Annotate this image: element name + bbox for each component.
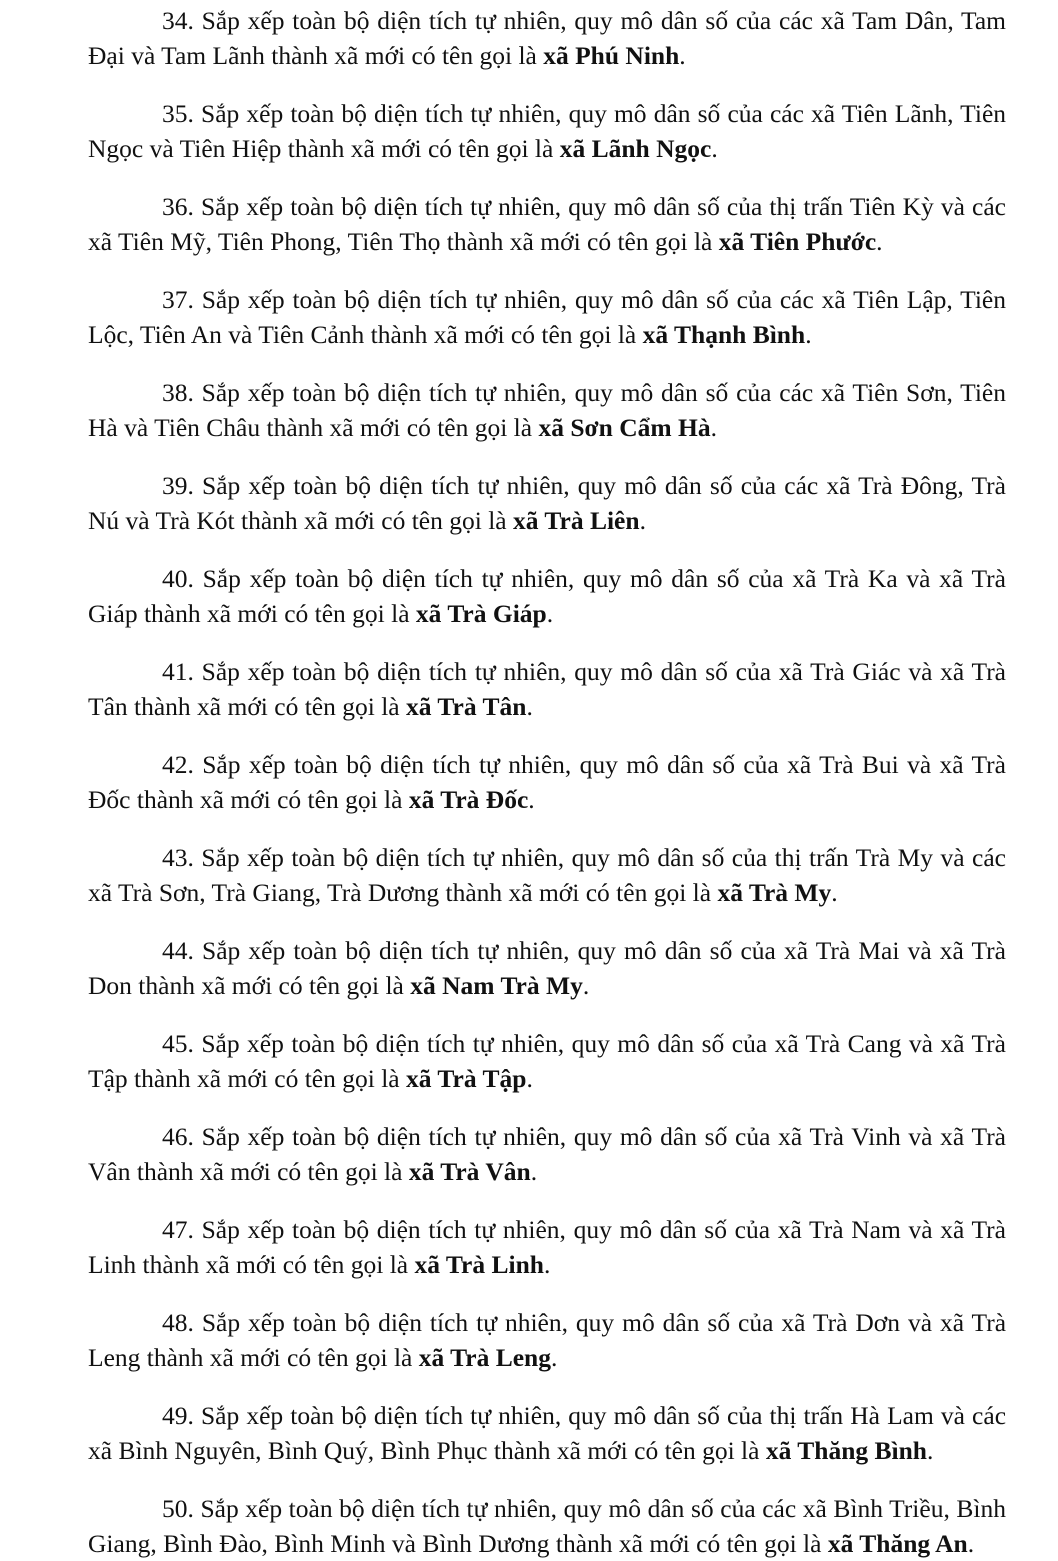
- item-end: .: [967, 1529, 975, 1558]
- article-item-45: [88, 1026, 1006, 1096]
- item-text: Sắp xếp toàn bộ diện tích tự nhiên, quy mô dân số của xã Trà Dơn và xã Trà Leng thành xã mới có tên gọi là: [88, 1308, 1007, 1372]
- item-text: Sắp xếp toàn bộ diện tích tự nhiên, quy mô dân số của các xã Tam Dân, Tam Đại và Tam Lãnh thành xã mới có tên gọi là: [88, 6, 1006, 70]
- item-number: 44.: [162, 936, 194, 965]
- item-end: .: [526, 692, 533, 721]
- item-end: .: [805, 320, 812, 349]
- item-end: .: [528, 785, 535, 814]
- new-commune-name: xã Trà My: [717, 878, 832, 907]
- item-text: Sắp xếp toàn bộ diện tích tự nhiên, quy mô dân số của xã Trà Cang và xã Trà Tập thành xã mới có tên gọi là: [88, 1029, 1006, 1093]
- item-end: .: [526, 1064, 533, 1093]
- new-commune-name: xã Trà Vân: [408, 1157, 531, 1186]
- new-commune-name: xã Trà Tân: [405, 692, 527, 721]
- item-text: Sắp xếp toàn bộ diện tích tự nhiên, quy mô dân số của xã Trà Mai và xã Trà Don thành xã mới có tên gọi là: [88, 936, 1006, 1000]
- item-end: .: [546, 599, 554, 628]
- article-item-43: [88, 840, 1006, 910]
- new-commune-name: xã Nam Trà My: [410, 971, 583, 1000]
- item-text: Sắp xếp toàn bộ diện tích tự nhiên, quy mô dân số của xã Trà Giác và xã Trà Tân thành xã mới có tên gọi là: [88, 657, 1007, 721]
- item-end: .: [582, 971, 590, 1000]
- item-end: .: [639, 506, 646, 535]
- article-item-47: [88, 1212, 1006, 1282]
- new-commune-name: xã Trà Đốc: [408, 785, 529, 814]
- item-number: 36.: [162, 192, 194, 221]
- item-end: .: [711, 134, 718, 163]
- item-text: Sắp xếp toàn bộ diện tích tự nhiên, quy mô dân số của các xã Trà Đông, Trà Nú và Trà Kót thành xã mới có tên gọi là: [88, 471, 1006, 535]
- item-end: .: [550, 1343, 558, 1372]
- item-number: 40.: [162, 564, 194, 593]
- item-number: 42.: [162, 750, 194, 779]
- article-item-42: [88, 747, 1006, 817]
- item-end: .: [710, 413, 717, 442]
- new-commune-name: xã Tiên Phước: [718, 227, 877, 256]
- article-item-36: [88, 189, 1006, 259]
- article-item-50: [88, 1491, 1006, 1561]
- article-item-35: [88, 96, 1006, 166]
- item-end: .: [530, 1157, 538, 1186]
- item-number: 43.: [162, 843, 194, 872]
- new-commune-name: xã Trà Liên: [512, 506, 640, 535]
- article-item-34: [88, 3, 1006, 73]
- article-item-39: [88, 468, 1006, 538]
- item-text: Sắp xếp toàn bộ diện tích tự nhiên, quy mô dân số của các xã Bình Triều, Bình Giang, Bình Đào, Bình Minh và Bình Dương thành xã mới có tên gọi là: [88, 1494, 1006, 1558]
- item-text: Sắp xếp toàn bộ diện tích tự nhiên, quy mô dân số của xã Trà Nam và xã Trà Linh thành xã mới có tên gọi là: [88, 1215, 1006, 1279]
- item-number: 38.: [162, 378, 194, 407]
- item-number: 37.: [162, 285, 194, 314]
- item-text: Sắp xếp toàn bộ diện tích tự nhiên, quy mô dân số của các xã Tiên Sơn, Tiên Hà và Tiên Châu thành xã mới có tên gọi là: [88, 378, 1006, 442]
- article-item-40: [88, 561, 1006, 631]
- item-number: 41.: [162, 657, 194, 686]
- new-commune-name: xã Thạnh Bình: [642, 320, 806, 349]
- item-end: .: [831, 878, 838, 907]
- item-text: Sắp xếp toàn bộ diện tích tự nhiên, quy mô dân số của các xã Tiên Lãnh, Tiên Ngọc và Tiên Hiệp thành xã mới có tên gọi là: [88, 99, 1007, 163]
- new-commune-name: xã Phú Ninh: [543, 41, 680, 70]
- item-text: Sắp xếp toàn bộ diện tích tự nhiên, quy mô dân số của xã Trà Vinh và xã Trà Vân thành xã mới có tên gọi là: [88, 1122, 1006, 1186]
- item-text: Sắp xếp toàn bộ diện tích tự nhiên, quy mô dân số của các xã Tiên Lập, Tiên Lộc, Tiên An và Tiên Cảnh thành xã mới có tên gọi là: [88, 285, 1007, 349]
- new-commune-name: xã Sơn Cẩm Hà: [538, 413, 711, 442]
- item-end: .: [926, 1436, 934, 1465]
- new-commune-name: xã Thăng Bình: [765, 1436, 927, 1465]
- article-item-37: [88, 282, 1006, 352]
- item-number: 45.: [162, 1029, 194, 1058]
- new-commune-name: xã Lãnh Ngọc: [559, 134, 712, 163]
- article-item-44: [88, 933, 1006, 1003]
- item-number: 35.: [162, 99, 194, 128]
- new-commune-name: xã Trà Giáp: [415, 599, 547, 628]
- new-commune-name: xã Trà Leng: [418, 1343, 551, 1372]
- item-text: Sắp xếp toàn bộ diện tích tự nhiên, quy mô dân số của thị trấn Hà Lam và các xã Bình Nguyên, Bình Quý, Bình Phục thành xã mới có tên gọi là: [88, 1401, 1007, 1465]
- item-number: 49.: [162, 1401, 194, 1430]
- new-commune-name: xã Thăng An: [827, 1529, 968, 1558]
- item-text: Sắp xếp toàn bộ diện tích tự nhiên, quy mô dân số của xã Trà Ka và xã Trà Giáp thành xã mới có tên gọi là: [88, 564, 1006, 628]
- item-number: 47.: [162, 1215, 194, 1244]
- article-item-38: [88, 375, 1006, 445]
- item-number: 48.: [162, 1308, 194, 1337]
- item-text: Sắp xếp toàn bộ diện tích tự nhiên, quy mô dân số của xã Trà Bui và xã Trà Đốc thành xã mới có tên gọi là: [88, 750, 1006, 814]
- article-item-49: [88, 1398, 1006, 1468]
- new-commune-name: xã Trà Linh: [414, 1250, 544, 1279]
- item-number: 50.: [162, 1494, 194, 1523]
- item-number: 39.: [162, 471, 194, 500]
- item-number: 34.: [162, 6, 194, 35]
- article-item-46: [88, 1119, 1006, 1189]
- article-item-41: [88, 654, 1006, 724]
- item-end: .: [543, 1250, 551, 1279]
- item-text: Sắp xếp toàn bộ diện tích tự nhiên, quy mô dân số của thị trấn Tiên Kỳ và các xã Tiên Mỹ, Tiên Phong, Tiên Thọ thành xã mới có tên gọi là: [88, 192, 1006, 256]
- item-end: .: [876, 227, 883, 256]
- new-commune-name: xã Trà Tập: [405, 1064, 527, 1093]
- item-text: Sắp xếp toàn bộ diện tích tự nhiên, quy mô dân số của thị trấn Trà My và các xã Trà Sơn, Trà Giang, Trà Dương thành xã mới có tên gọi là: [88, 843, 1007, 907]
- item-end: .: [679, 41, 686, 70]
- article-item-48: [88, 1305, 1006, 1375]
- item-number: 46.: [162, 1122, 194, 1151]
